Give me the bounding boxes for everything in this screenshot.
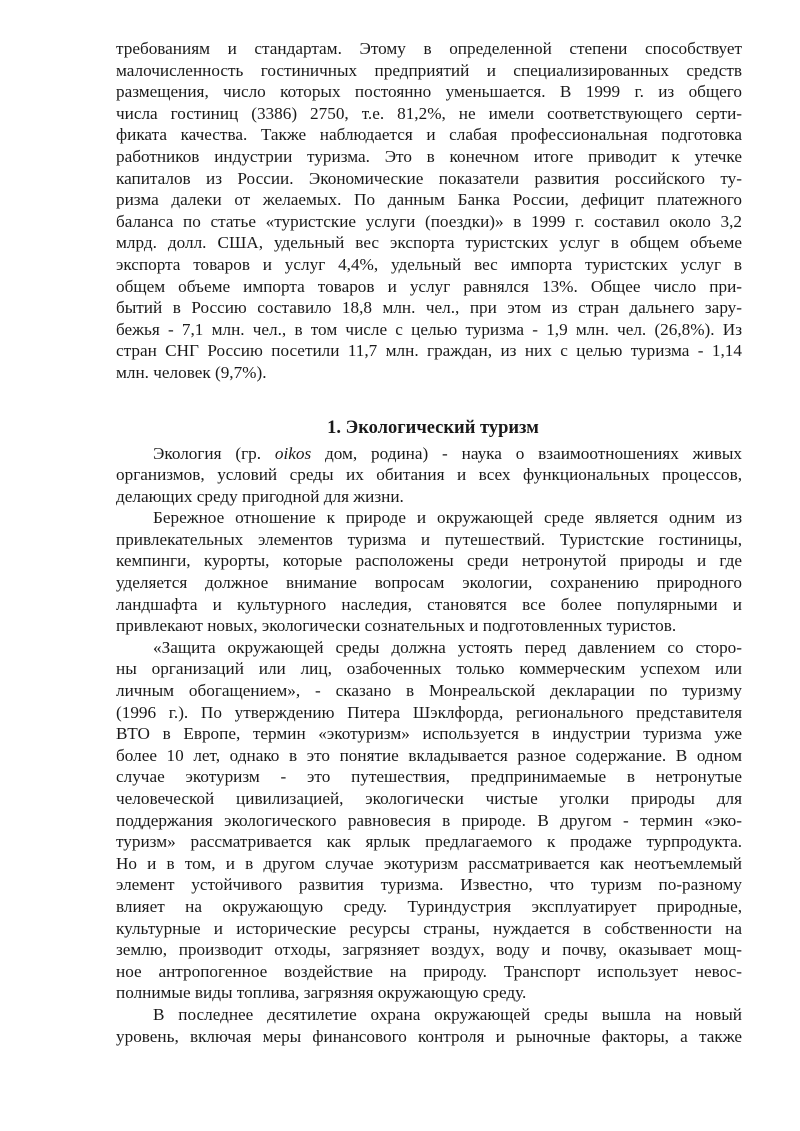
text-line: «Защита окружающей среды должна устоять перед давлением со сторо- xyxy=(153,637,742,657)
text-line: культурные и исторические ресурсы страны, нуждается в собственности на xyxy=(116,918,742,938)
text-line: землю, производит отходы, загрязняет воздух, воду и почву, оказывает мощ- xyxy=(116,940,742,960)
text-line xyxy=(116,443,742,465)
text-line: числа гостиниц (3386) 2750, т.е. 81,2%, не имели соответствующего серти- xyxy=(116,103,742,123)
definition-term: oikos xyxy=(274,443,312,463)
text-line: капиталов из России. Экономические показатели развития российского ту- xyxy=(116,168,742,188)
text-line: привлекательных элементов туризма и путешествий. Туристские гостиницы, xyxy=(116,529,742,549)
text-line: ризма далеки от желаемых. По данным Банка России, дефицит платежного xyxy=(116,190,742,210)
definition-suffix: дом, родина) - наука о взаимоотношениях живых xyxy=(311,443,742,463)
text-line: элемент устойчивого развития туризма. Известно, что туризм по-разному xyxy=(116,875,742,895)
section-gap xyxy=(116,384,742,416)
text-line: экспорта товаров и услуг 4,4%, удельный вес импорта туристских услуг в xyxy=(116,254,742,274)
paragraph-2 xyxy=(116,507,742,637)
text-line: ны организаций или лиц, озабоченных только коммерческим успехом или xyxy=(116,659,742,679)
text-line: влияет на окружающую среду. Туриндустрия эксплуатирует природные, xyxy=(116,896,742,916)
text-line: полнимые виды топлива, загрязняя окружающую среду. xyxy=(116,983,527,1003)
text-line: кемпинги, курорты, которые расположены среди нетронутой природы и где xyxy=(116,551,742,571)
text-line: размещения, число которых постоянно уменьшается. В 1999 г. из общего xyxy=(116,82,742,102)
text-line: привлекают новых, экологически сознательных и подготовленных туристов. xyxy=(116,616,677,636)
text-line: В последнее десятилетие охрана окружающей среды вышла на новый xyxy=(153,1004,742,1024)
paragraph-top xyxy=(116,38,742,384)
text-line: делающих среду пригодной для жизни. xyxy=(116,486,404,506)
text-line: поддержания экологического равновесия в природе. В другом - термин «эко- xyxy=(116,810,742,830)
text-line: ное антропогенное воздействие на природу. Транспорт использует невос- xyxy=(116,961,742,981)
text-line: требованиям и стандартам. Этому в определенной степени способствует xyxy=(116,39,742,58)
text-line: (1996 г.). По утверждению Питера Шэклфорда, регионального представителя xyxy=(116,702,742,722)
text-line: туризм» рассматривается как ярлык предлагаемого к продаже турпродукта. xyxy=(116,832,742,852)
text-line: уделяется должное внимание вопросам экологии, сохранению природного xyxy=(116,573,742,593)
text-line: Но и в том, и в другом случае экотуризм рассматривается как неотъемлемый xyxy=(116,853,742,873)
paragraph-definition xyxy=(116,443,742,508)
text-line: бытий в Россию составило 18,8 млн. чел., при этом из стран дальнего зару- xyxy=(116,298,742,318)
paragraph-3 xyxy=(116,637,742,1004)
text-line: бежья - 7,1 млн. чел., в том числе с целью туризма - 1,9 млн. чел. (26,8%). Из xyxy=(116,319,742,339)
text-line: общем объеме импорта товаров и услуг равнялся 13%. Общее число при- xyxy=(116,276,742,296)
text-line: фиката качества. Также наблюдается и слабая профессиональная подготовка xyxy=(116,125,742,145)
text-line: ландшафта и культурного наследия, становятся все более популярными и xyxy=(116,594,742,614)
text-line: млн. человек (9,7%). xyxy=(116,362,267,382)
text-line: Бережное отношение к природе и окружающей среде является одним из xyxy=(153,508,742,528)
text-line: организмов, условий среды их обитания и всех функциональных процессов, xyxy=(116,465,742,485)
text-line: ВТО в Европе, термин «экотуризм» используется в индустрии туризма уже xyxy=(116,724,742,744)
section-title: 1. Экологический туризм xyxy=(327,417,539,438)
text-line: стран СНГ Россию посетили 11,7 млн. граждан, из них с целью туризма - 1,14 xyxy=(116,341,742,361)
text-line: баланса по статье «туристские услуги (поездки)» в 1999 г. составил около 3,2 xyxy=(116,211,742,231)
text-line: более 10 лет, однако в это понятие вкладывается разное содержание. В одном xyxy=(116,745,742,765)
text-line: уровень, включая меры финансового контроля и рыночные факторы, а также xyxy=(116,1026,742,1046)
paragraph-4 xyxy=(116,1004,742,1047)
text-line: случае экотуризм - это путешествия, предпринимаемые в нетронутые xyxy=(116,767,742,787)
text-line: человеческой цивилизацией, экологически чистые уголки природы для xyxy=(116,789,742,808)
text-line: млрд. долл. США, удельный вес экспорта туристских услуг в общем объеме xyxy=(116,233,742,253)
text-line: личным обогащением», - сказано в Монреальской декларации по туризму xyxy=(116,681,742,701)
text-line: работников индустрии туризма. Это в конечном итоге приводит к утечке xyxy=(116,146,742,166)
definition-prefix: Экология (гр. xyxy=(153,443,275,463)
text-line: малочисленность гостиничных предприятий и специализированных средств xyxy=(116,60,742,80)
